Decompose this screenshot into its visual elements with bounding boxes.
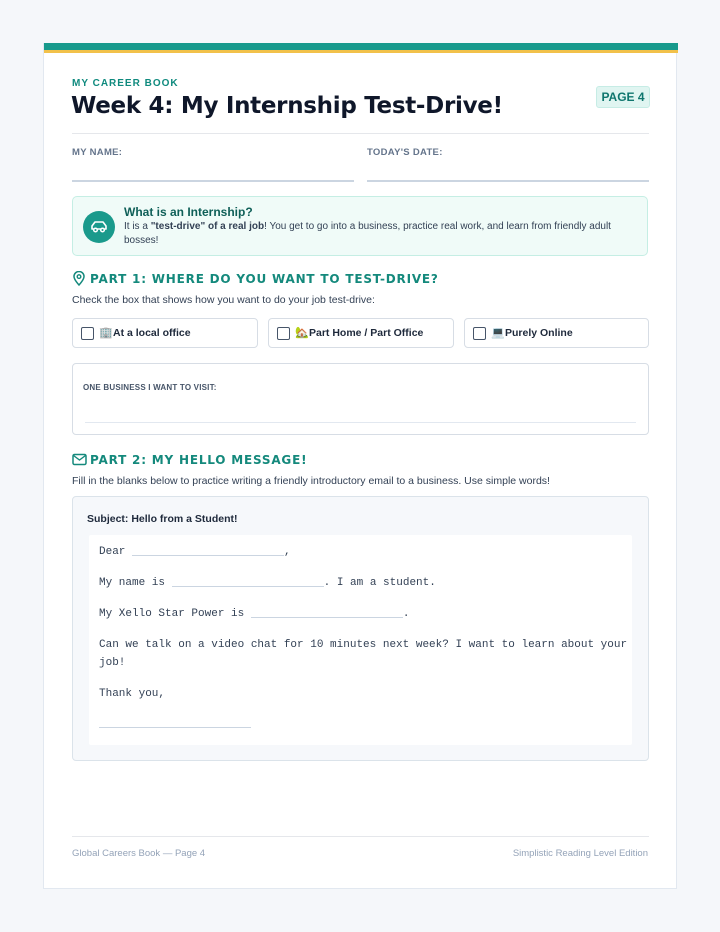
- part2-heading: PART 2: MY HELLO MESSAGE!: [90, 453, 308, 467]
- email-line-name: My name is . I am a student.: [99, 577, 436, 589]
- visit-answer-line[interactable]: [85, 422, 636, 423]
- house-icon: 🏡: [295, 327, 309, 339]
- checkbox[interactable]: [277, 327, 290, 340]
- email-line-star-power: My Xello Star Power is .: [99, 608, 410, 620]
- option-local-office[interactable]: [72, 318, 258, 348]
- footer-divider: [72, 836, 649, 837]
- top-accent-stripe: [44, 50, 678, 53]
- checkbox[interactable]: [473, 327, 486, 340]
- option-label: Part Home / Part Office: [309, 327, 424, 339]
- email-closing: Thank you,: [99, 688, 166, 700]
- date-field[interactable]: [367, 180, 649, 182]
- blank-star-power[interactable]: [251, 617, 403, 618]
- business-visit-box[interactable]: [72, 363, 649, 435]
- envelope-icon: [72, 453, 87, 471]
- part1-instruction: Check the box that shows how you want to do your job test-drive:: [72, 294, 375, 306]
- option-label: At a local office: [113, 327, 191, 339]
- callout-title: What is an Internship?: [124, 205, 253, 219]
- email-body: [89, 535, 632, 745]
- car-icon: [83, 211, 115, 243]
- top-accent-bar: [44, 43, 678, 50]
- date-label: TODAY'S DATE:: [367, 147, 443, 158]
- location-pin-icon: [72, 271, 86, 291]
- option-label: Purely Online: [505, 327, 573, 339]
- page-title: Week 4: My Internship Test-Drive!: [71, 93, 503, 119]
- email-template-box: [72, 496, 649, 761]
- callout-text: It is a "test-drive" of a real job! You get to go into a business, practice real work, and learn from friendly adult bosses!: [124, 221, 611, 246]
- email-line-dear: Dear ,: [99, 546, 291, 558]
- office-building-icon: 🏢: [99, 327, 113, 339]
- worksheet-page: [43, 43, 677, 889]
- blank-name[interactable]: [172, 586, 324, 587]
- part1-heading: PART 1: WHERE DO YOU WANT TO TEST-DRIVE?: [90, 272, 439, 286]
- footer-right: Simplistic Reading Level Edition: [512, 848, 648, 859]
- laptop-icon: 💻: [491, 327, 505, 339]
- name-field[interactable]: [72, 180, 354, 182]
- book-kicker: MY CAREER BOOK: [72, 78, 179, 89]
- footer-left: Global Careers Book — Page 4: [72, 848, 206, 859]
- email-subject: Subject: Hello from a Student!: [87, 513, 238, 525]
- signature-line[interactable]: [99, 727, 251, 728]
- email-line-request-cont: job!: [99, 657, 126, 669]
- checkbox[interactable]: [81, 327, 94, 340]
- option-hybrid[interactable]: [268, 318, 454, 348]
- header-divider: [72, 133, 649, 134]
- email-line-request: Can we talk on a video chat for 10 minutes next week? I want to learn about your: [99, 639, 628, 651]
- option-online[interactable]: [464, 318, 649, 348]
- name-label: MY NAME:: [72, 147, 123, 158]
- blank-recipient[interactable]: [132, 555, 284, 556]
- visit-label: ONE BUSINESS I WANT TO VISIT:: [83, 383, 217, 392]
- page-badge: PAGE 4: [596, 86, 650, 108]
- part2-instruction: Fill in the blanks below to practice writing a friendly introductory email to a business. Use simple words!: [72, 475, 550, 487]
- internship-callout: [72, 196, 648, 256]
